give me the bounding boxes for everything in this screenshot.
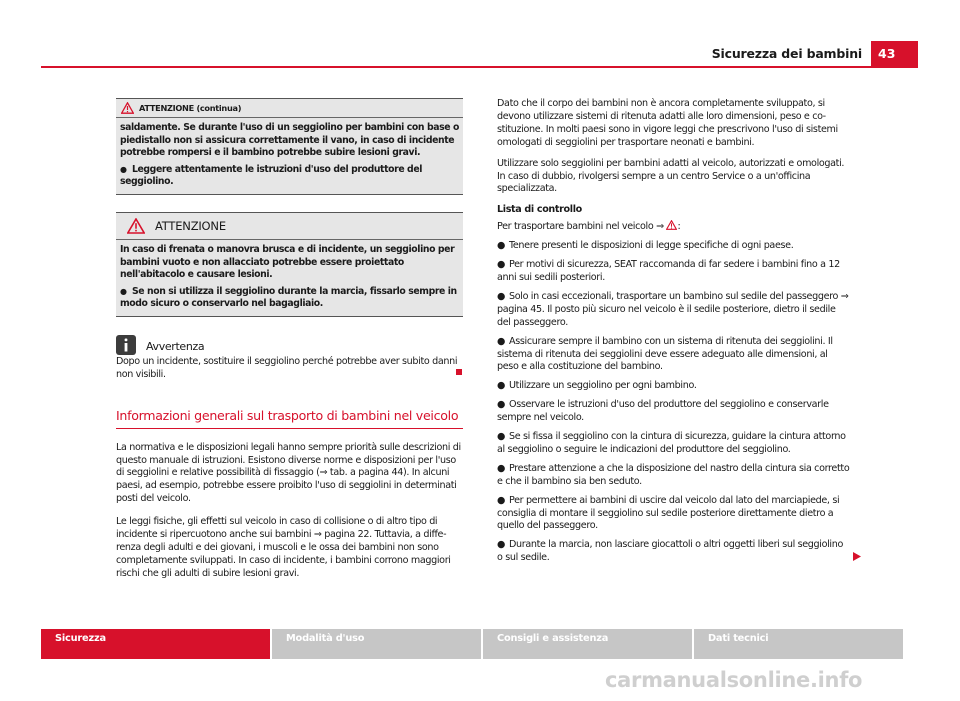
warning-continued-text: saldamente. Se durante l'uso di un seggiolino per bambini con base o piedistallo non si assicura correttamente il vano, in caso di incidente potrebbe rompersi e il bambino potrebbe subire lesioni gravi. <box>120 122 459 159</box>
body-paragraph: Dato che il corpo dei bambini non è ancora completamente sviluppato, si devono utilizzare sistemi di ritenuta adatti alle loro dimensioni, peso e costituzione. In molti paesi sono in vigore leggi che prescrivono l'uso di sistemi omologati di seggiolini per trasportare neonati e bambini. <box>497 98 838 148</box>
checklist-item: ● Se si fissa il seggiolino con la cintura di sicurezza, guidare la cintura attorno al seggiolino o seguire le indicazioni del produttore del seggiolino. <box>497 431 846 455</box>
warning-triangle-icon <box>121 102 134 114</box>
continue-arrow-icon <box>853 552 861 561</box>
section-paragraph: La normativa e le disposizioni legali hanno sempre priorità sulle descrizioni di questo manuale di istruzioni. Esistono diverse norme e disposizioni per l'uso di seggiolini e relative possibilità di fissaggio (⇒ tab. a pagina 44). In alcuni paesi, ad esempio, potrebbe essere proibito l'uso di seggiolini in determinati posti del veicolo. <box>116 441 461 505</box>
checklist-item: ● Solo in casi eccezionali, trasportare un bambino sul sedile del passeggero ⇒ pagina 45. Il posto più sicuro nel veicolo è il sedile posteriore, dietro il sedile del passeggero. <box>497 290 849 328</box>
body-paragraph: Utilizzare solo seggiolini per bambini adatti al veicolo, autorizzati e omologati. In caso di dubbio, rivolgersi sempre a un centro Service o a un'officina specializzata. <box>497 157 845 195</box>
header-divider <box>41 66 918 68</box>
left-column <box>116 98 463 581</box>
warning-continued-label: ATTENZIONE (continua) <box>139 102 242 113</box>
note-text: Dopo un incidente, sostituire il seggiolino perché potrebbe aver subito danni non visibili. <box>116 355 458 380</box>
section-title: Informazioni generali sul trasporto di bambini nel veicolo <box>116 410 463 429</box>
footer-tab-dati-tecnici[interactable]: Dati tecnici <box>694 629 903 659</box>
section-paragraph: Le leggi fisiche, gli effetti sul veicolo in caso di collisione o di altro tipo di incidente si ripercuotono anche sui bambini ⇒ pagina 22. Tuttavia, a differenza degli adulti e dei giovani, i muscoli e le ossa dei bambini non sono completamente sviluppati. In caso di incidente, i bambini corrono maggiori rischi che gli adulti di subire lesioni gravi. <box>116 516 451 579</box>
checklist-item: ● Osservare le istruzioni d'uso del produttore del seggiolino e conservarle sempre nel veicolo. <box>497 399 829 424</box>
warning-continued-box <box>116 98 463 195</box>
warning-label: ATTENZIONE <box>155 218 226 233</box>
checklist-item: ● Per permettere ai bambini di uscire dal veicolo dal lato del marciapiede, si consiglia di montare il seggiolino sul sedile posteriore direttamente dietro a quello del passeggero. <box>497 494 840 532</box>
warning-body <box>116 240 463 316</box>
checklist-item: ● Tenere presenti le disposizioni di legge specifiche di ogni paese. <box>497 240 794 252</box>
footer-tab-sicurezza[interactable]: Sicurezza <box>41 629 270 659</box>
checklist-item: ● Per motivi di sicurezza, SEAT raccomanda di far sedere i bambini fino a 12 anni sui sedili posteriori. <box>497 259 840 283</box>
warning-box <box>116 212 463 317</box>
footer-tab-consigli-assistenza[interactable]: Consigli e assistenza <box>483 629 692 659</box>
section-end-marker <box>456 369 462 375</box>
info-note-icon <box>116 335 136 355</box>
footer-tab-modalita-uso[interactable]: Modalità d'uso <box>272 629 481 659</box>
page-header-title: Sicurezza dei bambini <box>711 46 862 61</box>
right-column <box>497 98 851 565</box>
warning-header <box>116 213 463 240</box>
checklist-intro: Per trasportare bambini nel veicolo ⇒ : <box>497 221 681 233</box>
checklist <box>497 240 851 565</box>
warning-text: In caso di frenata o manovra brusca e di incidente, un seggiolino per bambini vuoto e non allacciato potrebbe essere proiettato nell'abitacolo e causare lesioni. <box>120 243 455 281</box>
watermark: carmanualsonline.info <box>605 668 863 692</box>
note-box <box>116 334 463 382</box>
note-header <box>116 334 463 356</box>
page-number: 43 <box>871 41 918 66</box>
checklist-item: ● Assicurare sempre il bambino con un sistema di ritenuta dei seggiolini. Il sistema di ritenuta dei seggiolini deve essere adeguato alle dimensioni, al peso e alla costituzione del bambino. <box>497 335 833 373</box>
warning-triangle-icon <box>127 218 145 234</box>
warning-continued-header <box>116 99 463 118</box>
checklist-item: ● Utilizzare un seggiolino per ogni bambino. <box>497 380 697 392</box>
checklist-item: ● Durante la marcia, non lasciare giocattoli o altri oggetti liberi sul seggiolino o sul sedile. <box>497 539 843 564</box>
warning-continued-bullet: ● Leggere attentamente le istruzioni d'uso del produttore del seggiolino. <box>120 163 423 188</box>
warning-continued-body <box>116 118 463 194</box>
checklist-item: ● Prestare attenzione a che la disposizione del nastro della cintura sia corretto e che il bambino sia ben seduto. <box>497 462 850 487</box>
checklist-title: Lista di controllo <box>497 204 582 216</box>
warning-triangle-icon <box>666 220 677 230</box>
warning-bullet: ● Se non si utilizza il seggiolino durante la marcia, fissarlo sempre in modo sicuro o conservarlo nel bagagliaio. <box>120 285 457 310</box>
footer-nav <box>41 629 903 659</box>
note-label: Avvertenza <box>146 340 205 354</box>
